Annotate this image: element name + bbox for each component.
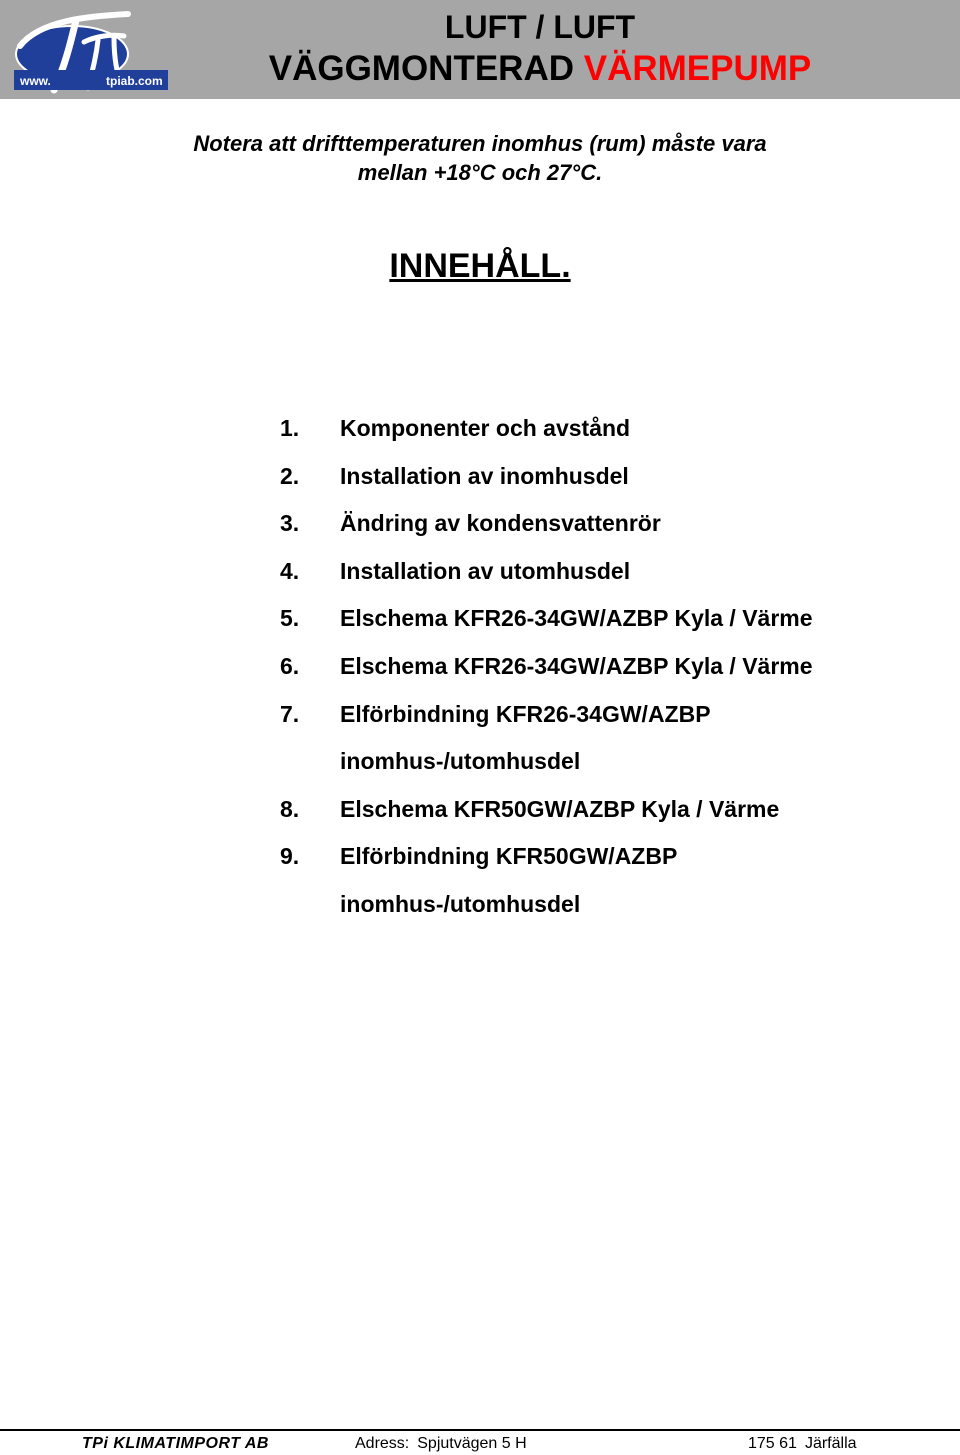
footer-company: TPi KLIMATIMPORT AB [82, 1435, 269, 1452]
toc-item-text: Ändring av kondensvattenrör [340, 510, 661, 537]
toc-item [280, 405, 900, 453]
toc-item-text: Elförbindning KFR50GW/AZBP [340, 843, 678, 870]
toc-item-number: 2. [280, 462, 300, 489]
title-red-part: VÄRMEPUMP [583, 49, 812, 88]
toc-item [280, 786, 900, 834]
toc-item-text: Elförbindning KFR26-34GW/AZBP [340, 700, 711, 727]
note-line-2: mellan +18°C och 27°C. [357, 160, 603, 185]
toc-item-number: 6. [280, 652, 300, 679]
toc-item-text: Installation av utomhusdel [340, 557, 631, 584]
toc-item [280, 833, 900, 881]
header-title-line2 [180, 50, 900, 88]
toc-item [280, 691, 900, 739]
footer-address-value: Spjutvägen 5 H [417, 1435, 527, 1452]
toc-item-number: 1. [280, 415, 300, 441]
footer-city: Järfälla [804, 1435, 857, 1452]
toc-item-text: inomhus-/utomhusdel [340, 748, 581, 775]
toc-item [280, 595, 900, 643]
footer-address-label: Adress: [355, 1435, 410, 1452]
toc-item [280, 548, 900, 596]
page-footer [0, 1429, 960, 1453]
footer-city-line [748, 1433, 857, 1455]
toc-item [280, 881, 900, 929]
toc-item-number [280, 881, 340, 929]
toc-item-text: Elschema KFR26-34GW/AZBP Kyla / Värme [340, 652, 813, 679]
toc-item [280, 500, 900, 548]
toc-item-number: 9. [280, 843, 300, 870]
toc-item-text: Elschema KFR50GW/AZBP Kyla / Värme [340, 795, 780, 822]
toc-item-number: 7. [280, 700, 300, 727]
logo-text-left: www. [20, 74, 51, 88]
toc-item-number: 5. [280, 605, 300, 632]
toc-heading: INNEHÅLL. [389, 247, 571, 285]
toc-item [280, 738, 900, 786]
toc-item-text: Elschema KFR26-34GW/AZBP Kyla / Värme [340, 605, 813, 632]
toc-item-text: inomhus-/utomhusdel [340, 890, 581, 917]
footer-postal-code: 175 61 [748, 1435, 797, 1452]
toc-item-number: 8. [280, 795, 300, 822]
table-of-contents [280, 405, 900, 929]
toc-item-text: Komponenter och avstånd [340, 415, 631, 441]
toc-item [280, 643, 900, 691]
title-black-part: VÄGGMONTERAD [268, 49, 574, 88]
toc-item [280, 453, 900, 501]
logo-text-right: tpiab.com [106, 74, 163, 88]
tpi-logo [10, 6, 170, 94]
header-title-line1: LUFT / LUFT [444, 9, 636, 45]
toc-item-text: Installation av inomhusdel [340, 462, 629, 489]
page-header [0, 0, 960, 101]
note-line-1: Notera att drifttemperaturen inomhus (rum) måste vara [193, 131, 767, 156]
toc-item-number: 4. [280, 557, 300, 584]
toc-item-number [280, 738, 340, 786]
footer-address [355, 1433, 527, 1455]
temperature-note [80, 129, 880, 187]
toc-item-number: 3. [280, 510, 300, 537]
